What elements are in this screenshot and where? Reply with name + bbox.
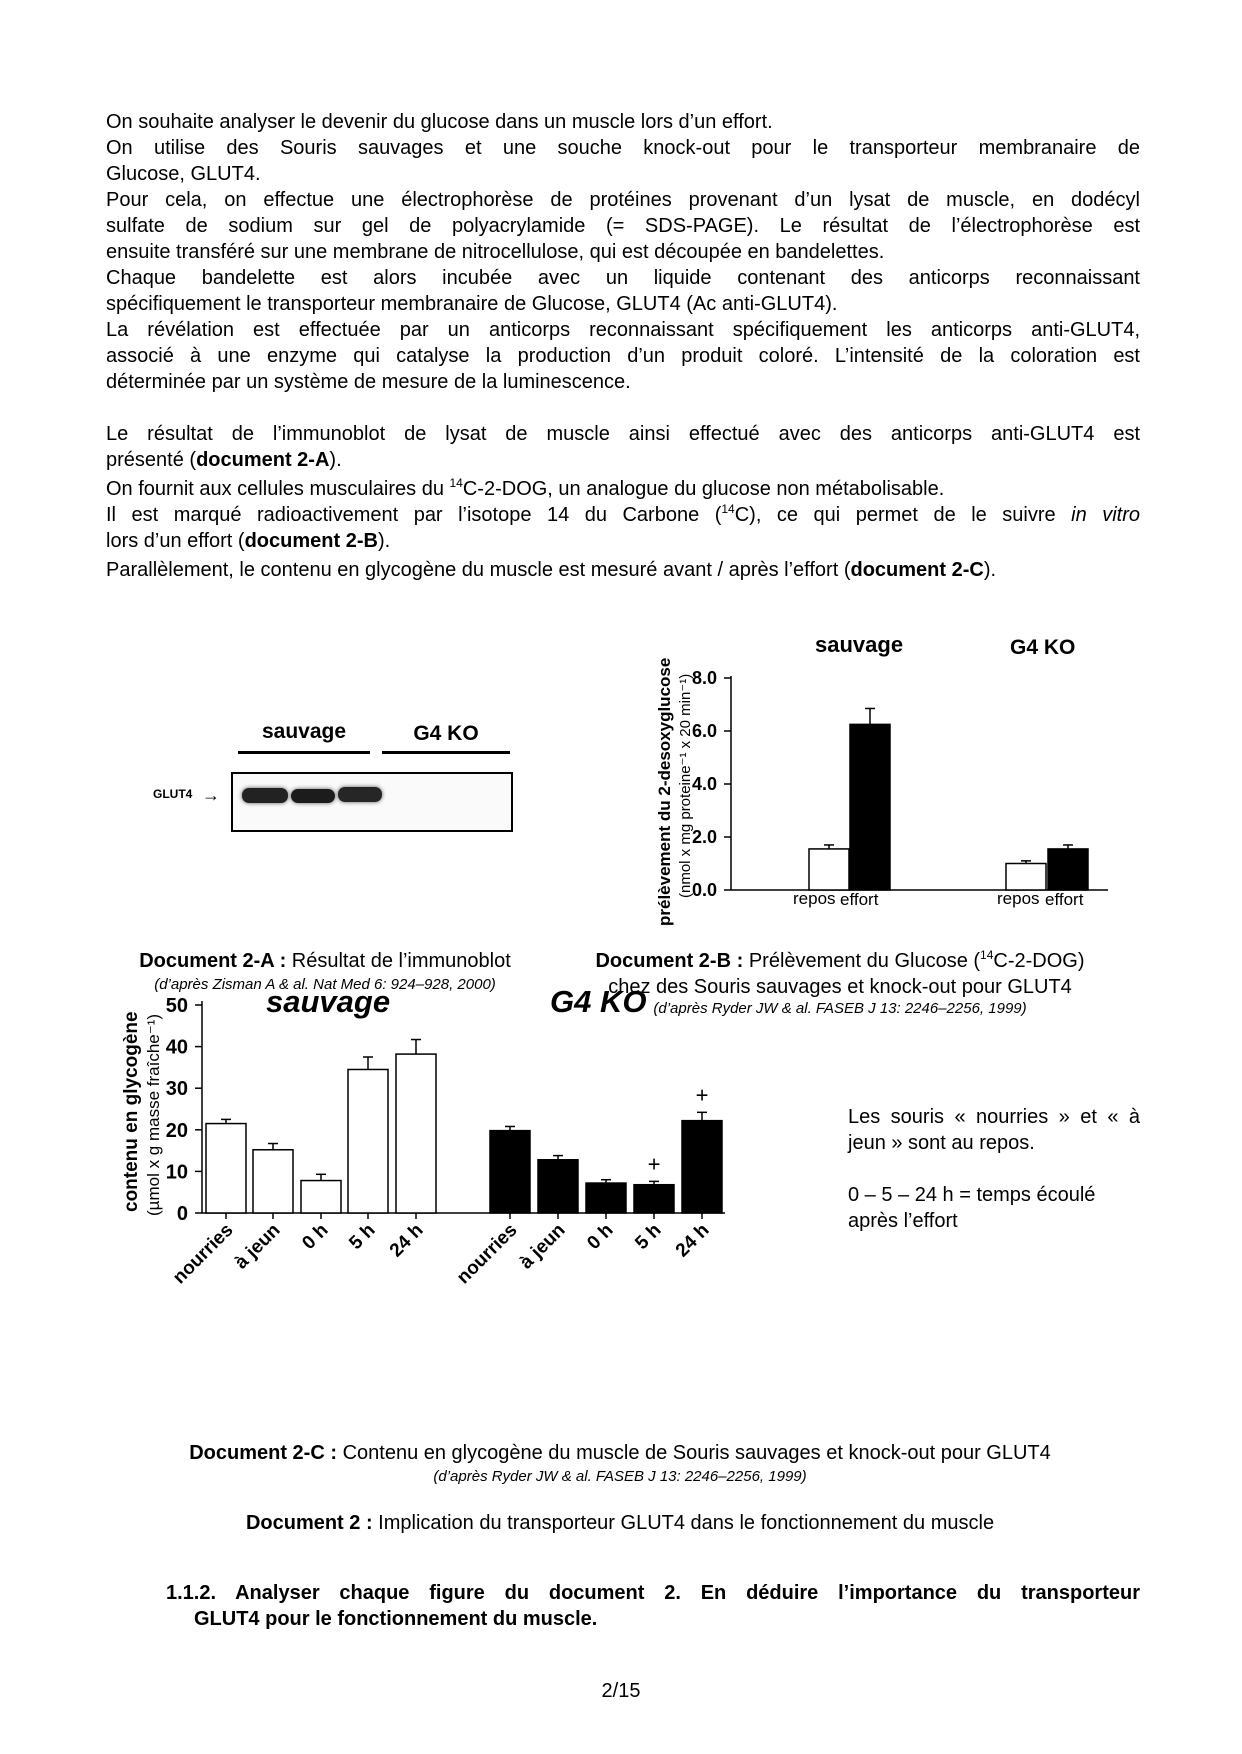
blot-lane-label-wild: sauvage [261,720,347,743]
doc2B-bar [1048,849,1088,890]
doc2B-y-tick-label: 6.0 [691,721,717,741]
doc2-caption: Document 2 : Implication du transporteur GLUT4 dans le fonctionnement du muscle [245,1512,995,1534]
doc2C-bar [490,1131,530,1213]
doc2C-category-label: nourries [168,1219,238,1289]
glut4-band-2 [291,789,335,803]
doc2B-cat-repos-ko: repos [997,889,1040,908]
doc2C-y-tick-label: 50 [165,995,188,1017]
doc2C-bar [396,1054,436,1213]
doc2C-group-wild: sauvage [266,984,391,1019]
intro-line-8: spécifiquement le transporteur membranaire de Glucose, GLUT4 (Ac anti-GLUT4). [106,293,838,315]
doc2C-bar [253,1150,293,1213]
doc2C-category-label: 24 h [385,1219,428,1262]
doc2C-bars [169,1040,722,1289]
intro-line-7: Chaque bandelette est alors incubée avec un liquide contenant des anticorps reconnaissant [106,267,1140,289]
doc2C-bar [634,1185,674,1213]
doc2A-caption: Document 2-A : Résultat de l’immunoblot [139,950,511,972]
doc2B-ylabel-bold: prélèvement du 2-desoxyglucose [655,657,674,926]
doc2B-group-ko: G4 KO [1010,636,1076,659]
results-line-2: présenté (document 2-A). [106,449,342,471]
doc2B-y-tick-label: 0.0 [691,880,717,900]
intro-line-11: déterminée par un système de mesure de la luminescence. [106,371,631,393]
doc2B-caption-line1: Document 2-B : Prélèvement du Glucose ($^{14}$C-2-DOG) [595,948,1085,972]
doc2C-bar [682,1121,722,1213]
blot-lane-line-ko [382,751,510,754]
doc2B-ylabel-units: (nmol x mg proteine⁻¹ x 20 min⁻¹) [677,673,694,898]
intro-line-4: Pour cela, on effectue une électrophorèse de protéines provenant d’un lysat de muscle, en dodécyl [106,189,1140,211]
doc2C-significance-mark: + [647,1151,661,1177]
intro-line-5: sulfate de sodium sur gel de polyacrylamide (= SDS-PAGE). Le résultat de l’électrophorèse est [106,215,1140,237]
doc2A-source: (d’après Zisman A & al. Nat Med 6: 924–928, 2000) [154,976,496,993]
doc2C-category-label: 0 h [583,1219,618,1254]
doc2C-caption: Document 2-C : Contenu en glycogène du muscle de Souris sauvages et knock-out pour GLUT4 [189,1442,1051,1464]
doc2B-cat-effort-ko: effort [1045,890,1084,909]
doc2B-cat-effort-wild: effort [840,890,879,909]
doc2C-source: (d’après Ryder JW & al. FASEB J 13: 2246–2256, 1999) [433,1468,807,1485]
intro-line-1: On souhaite analyser le devenir du glucose dans un muscle lors d’un effort. [106,111,773,133]
doc2C-bar [206,1124,246,1213]
doc2B-bar [850,724,890,890]
doc2B-bar [809,849,849,890]
doc2B-group-wild: sauvage [815,632,904,657]
glut4-band-1 [242,788,288,803]
intro-line-3: Glucose, GLUT4. [106,163,261,185]
doc2C-bar [348,1069,388,1213]
results-line-4: Il est marqué radioactivement par l’isotope 14 du Carbone ($^{14}$C), ce qui permet de le suivre in vitro [106,502,1141,526]
intro-line-10: associé à une enzyme qui catalyse la production d’un produit coloré. L’intensité de la coloration est [106,345,1140,367]
blot-lane-label-ko: G4 KO [413,722,479,745]
doc2C-y-tick-label: 40 [165,1036,188,1059]
doc2C-note-1: Les souris « nourries » et « à jeun » sont au repos. [848,1106,1140,1154]
results-line-3: On fournit aux cellules musculaires du $^{14}$C-2-DOG, un analogue du glucose non métabolisable. [106,476,945,500]
doc2B-y-tick-label: 4.0 [691,774,717,794]
doc2C-bar [538,1160,578,1213]
doc2B-cat-repos-wild: repos [793,889,836,908]
doc2B-source: (d’après Ryder JW & al. FASEB J 13: 2246–2256, 1999) [653,1000,1027,1017]
page-number: 2/15 [601,1680,641,1702]
doc2C-y-tick-label: 20 [165,1119,188,1142]
intro-line-6: ensuite transféré sur une membrane de nitrocellulose, qui est découpée en bandelettes. [106,241,885,263]
results-line-5: lors d’un effort (document 2-B). [106,530,391,552]
doc2B-bars [809,708,1088,890]
doc2C-note-2: 0 – 5 – 24 h = temps écoulé après l’effort [848,1184,1096,1232]
doc2C-y-tick-label: 0 [176,1203,188,1225]
doc2C-category-label: à jeun [230,1219,285,1274]
doc2C-category-label: nourries [452,1219,522,1289]
doc2C-category-label: 5 h [631,1219,666,1254]
doc2C-bar [301,1181,341,1213]
intro-line-9: La révélation est effectuée par un anticorps reconnaissant spécifiquement les anticorps anti-GLUT4, [106,319,1140,341]
question-line-1: 1.1.2. Analyser chaque figure du document 2. En déduire l’importance du transporteur [166,1582,1140,1604]
doc2C-group-ko: G4 KO [550,984,647,1019]
doc2C-category-label: 0 h [298,1219,333,1254]
intro-line-2: On utilise des Souris sauvages et une souche knock-out pour le transporteur membranaire de [106,137,1140,159]
immunoblot-figure [150,720,520,840]
doc2B-y-tick-label: 2.0 [691,827,717,847]
doc2C-ylabel-bold: contenu en glycogène [121,1011,142,1212]
doc2C-category-label: à jeun [515,1219,570,1274]
arrow-right-icon: → [202,785,220,805]
doc2C-chart [110,980,830,1300]
doc2B-bar [1006,864,1046,891]
doc2B-chart [640,628,1140,928]
results-line-1: Le résultat de l’immunoblot de lysat de muscle ainsi effectué avec des anticorps anti-GLUT4 est [106,423,1140,445]
glut4-band-label: GLUT4 [153,787,193,801]
glut4-band-3 [338,787,382,802]
doc2B-y-tick-label: 8.0 [691,668,717,688]
doc2C-category-label: 5 h [345,1219,380,1254]
question-line-2: GLUT4 pour le fonctionnement du muscle. [194,1608,598,1630]
blot-lane-line-wild [238,751,370,754]
doc2C-bar [586,1183,626,1213]
doc2B-caption-line2: chez des Souris sauvages et knock-out pour GLUT4 [608,976,1072,998]
doc2C-y-tick-label: 10 [165,1161,188,1184]
doc2C-category-label: 24 h [671,1219,714,1262]
doc2C-ylabel-units: (µmol x g masse fraîche⁻¹) [144,1013,163,1216]
doc2C-y-tick-label: 30 [165,1078,188,1101]
results-line-6: Parallèlement, le contenu en glycogène du muscle est mesuré avant / après l’effort (document 2-C). [106,559,997,581]
doc2C-significance-mark: + [695,1082,709,1108]
